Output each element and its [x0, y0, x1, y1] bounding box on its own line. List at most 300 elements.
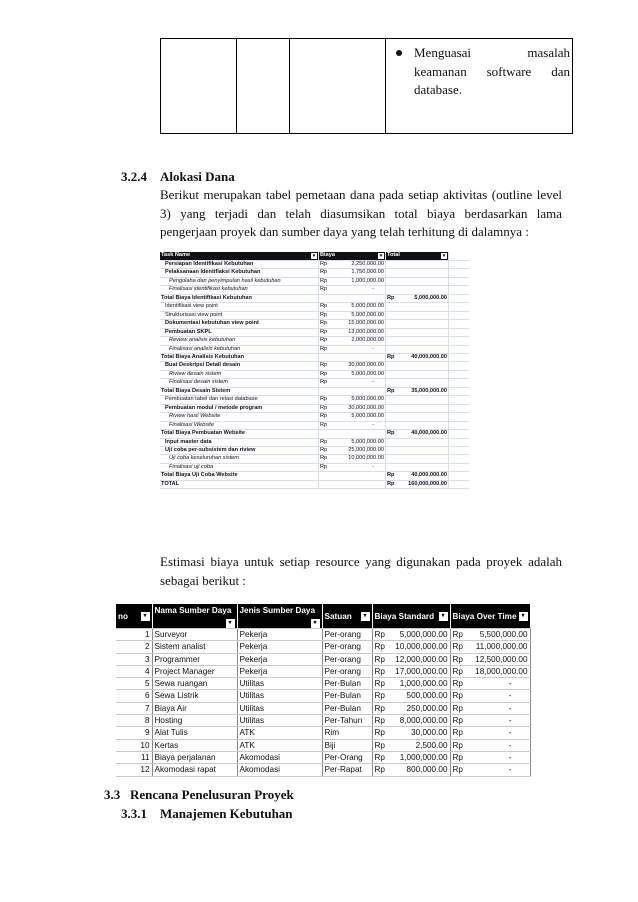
biaya-value: -	[372, 421, 374, 428]
cost-value: 250,000.00	[406, 703, 448, 713]
task-name-cell	[160, 303, 319, 311]
biaya-value: 1,750,000.00	[351, 269, 384, 276]
task-name: Finalisasi identifikasi kebutuhan	[169, 286, 248, 293]
row-number-cell: 6	[116, 690, 152, 702]
cost-value: -	[508, 765, 512, 775]
table-row	[160, 446, 469, 454]
task-name-cell	[160, 455, 319, 463]
currency-label: Rp	[320, 337, 328, 344]
table-row	[160, 261, 469, 269]
top-table-cell	[290, 39, 386, 133]
task-name-cell	[160, 413, 319, 421]
currency-label: Rp	[320, 413, 328, 420]
filter-dropdown-icon[interactable]: ▾	[519, 612, 528, 621]
empty-cell	[449, 286, 470, 294]
total-cell	[386, 286, 449, 294]
currency-label: Rp	[374, 679, 385, 689]
bullet-text: Menguasai masalah keamanan software dan database.	[414, 45, 570, 97]
empty-cell	[449, 404, 470, 412]
task-name: Total Biaya Pembuatan Website	[161, 430, 246, 437]
empty-cell	[449, 311, 470, 319]
currency-label: Rp	[320, 396, 328, 403]
table-row	[116, 629, 530, 641]
table-row	[160, 353, 469, 361]
currency-label: Rp	[387, 472, 395, 479]
sheet2-header-cell	[372, 604, 450, 629]
currency-label: Rp	[320, 362, 328, 369]
total-value: 5,000,000.00	[414, 294, 447, 301]
task-name-cell	[160, 294, 319, 302]
table-row	[116, 653, 530, 665]
unit-cell: Per-orang	[322, 665, 372, 677]
overtime-cost-cell	[450, 629, 530, 641]
table-row	[116, 727, 530, 739]
section-title: Manajemen Kebutuhan	[160, 806, 293, 821]
currency-label: Rp	[374, 703, 385, 713]
section-number: 3.3.1	[121, 806, 147, 821]
empty-cell	[449, 396, 470, 404]
table-row	[160, 472, 469, 480]
resource-name-cell: Sewa ruangan	[152, 678, 237, 690]
cost-value: 5,000,000.00	[399, 630, 448, 639]
currency-label: Rp	[452, 691, 463, 701]
table-row	[116, 715, 530, 727]
empty-cell	[449, 294, 470, 302]
task-name-cell	[160, 286, 319, 294]
currency-label: Rp	[320, 345, 328, 352]
standard-cost-cell	[372, 702, 450, 714]
currency-label: Rp	[452, 716, 463, 726]
task-name: Identifikasi view point	[165, 303, 218, 310]
total-cell	[386, 379, 449, 387]
filter-dropdown-icon[interactable]: ▾	[312, 253, 316, 260]
currency-label: Rp	[320, 379, 328, 386]
standard-cost-cell	[372, 739, 450, 751]
currency-label: Rp	[320, 269, 328, 276]
resource-type-cell: Pekerja	[237, 653, 322, 665]
total-cell	[386, 303, 449, 311]
total-cell	[386, 277, 449, 285]
overtime-cost-cell	[450, 727, 530, 739]
biaya-cell	[319, 311, 386, 319]
standard-cost-cell	[372, 629, 450, 641]
biaya-cell	[319, 294, 386, 302]
task-name: TOTAL	[161, 480, 180, 487]
top-table-cell	[161, 39, 237, 133]
header-label: no	[118, 611, 129, 621]
currency-label: Rp	[374, 642, 385, 652]
biaya-cell	[319, 286, 386, 294]
currency-label: Rp	[452, 666, 463, 676]
resource-type-cell: Pekerja	[237, 629, 322, 641]
table-row	[160, 455, 469, 463]
empty-cell	[449, 353, 470, 361]
sheet1-header-cell	[319, 252, 386, 261]
task-name-cell	[160, 353, 319, 361]
total-cell	[386, 370, 449, 378]
task-name-cell	[160, 337, 319, 345]
cost-value: -	[508, 691, 512, 701]
biaya-cell	[319, 379, 386, 387]
resource-type-cell: Pekerja	[237, 641, 322, 653]
standard-cost-cell	[372, 727, 450, 739]
task-name: Finalisasi analisis kebutuhan	[169, 345, 241, 352]
unit-cell: Per-Bulan	[322, 678, 372, 690]
biaya-cell	[319, 413, 386, 421]
task-name: Pembuatan tabel dan relasi database	[165, 396, 258, 403]
total-value: 35,000,000.00	[411, 387, 447, 394]
total-cell	[386, 446, 449, 454]
total-cell	[386, 311, 449, 319]
sheet2-header-cell	[152, 604, 237, 629]
cost-value: -	[508, 679, 512, 689]
header-label: Satuan	[324, 611, 352, 621]
empty-cell	[449, 446, 470, 454]
biaya-value: -	[372, 463, 374, 470]
empty-cell	[449, 320, 470, 328]
task-name: Total Biaya Analisis Kebutuhan	[161, 353, 244, 360]
cost-value: -	[508, 752, 512, 762]
overtime-cost-cell	[450, 764, 530, 776]
unit-cell: Per-orang	[322, 641, 372, 653]
intro-paragraph: Berikut merupakan tabel pemetaan dana pada setiap aktivitas (outline level 3) yang terjadi dan telah diasumsikan total biaya berdasarkan lama pengerjaan proyek dan sumber daya yang telah terhitung di dalamnya :	[160, 187, 562, 239]
empty-cell	[449, 472, 470, 480]
biaya-value: 2,000,000.00	[351, 337, 384, 344]
resource-name-cell: Akomodasi rapat	[152, 764, 237, 776]
bullet-icon	[396, 50, 402, 56]
filter-dropdown-icon[interactable]: ▾	[379, 253, 383, 260]
unit-cell: Per-Orang	[322, 751, 372, 763]
task-name-cell	[160, 421, 319, 429]
biaya-value: 5,000,000.00	[351, 396, 384, 403]
table-row	[116, 751, 530, 763]
row-number-cell: 3	[116, 653, 152, 665]
biaya-cell	[319, 328, 386, 336]
currency-label: Rp	[452, 765, 463, 775]
resource-cost-sheet	[116, 604, 530, 775]
cost-value: -	[508, 728, 512, 738]
task-name-cell	[160, 438, 319, 446]
sheet1-header-row	[160, 252, 469, 261]
table-row	[160, 269, 469, 277]
cost-value: 8,000,000.00	[399, 716, 448, 726]
biaya-cell	[319, 404, 386, 412]
total-cell	[386, 472, 449, 480]
unit-cell: Biji	[322, 739, 372, 751]
task-name-cell	[160, 345, 319, 353]
currency-label: Rp	[374, 630, 385, 639]
biaya-cell	[319, 480, 386, 488]
currency-label: Rp	[374, 666, 385, 676]
empty-cell	[449, 345, 470, 353]
table-row	[116, 764, 530, 776]
section-title: Rencana Penelusuran Proyek	[130, 787, 294, 802]
table-row	[160, 421, 469, 429]
table-row	[116, 665, 530, 677]
currency-label: Rp	[374, 654, 385, 664]
currency-label: Rp	[452, 654, 463, 664]
task-name: Strukturisasi view point	[165, 311, 223, 318]
resource-type-cell: Akomodasi	[237, 751, 322, 763]
filter-dropdown-icon[interactable]: ▾	[361, 612, 370, 621]
currency-label: Rp	[452, 740, 463, 750]
total-cell	[386, 337, 449, 345]
header-label: Biaya Standard	[374, 611, 435, 621]
biaya-cell	[319, 303, 386, 311]
table-row	[160, 286, 469, 294]
overtime-cost-cell	[450, 739, 530, 751]
biaya-cell	[319, 261, 386, 269]
table-row	[160, 337, 469, 345]
currency-label: Rp	[387, 430, 395, 437]
total-cell	[386, 261, 449, 269]
table-row	[160, 396, 469, 404]
biaya-value: 15,000,000.00	[348, 320, 384, 327]
cost-value: 1,000,000.00	[399, 679, 448, 689]
empty-cell	[449, 413, 470, 421]
empty-cell	[449, 370, 470, 378]
currency-label: Rp	[452, 630, 463, 639]
total-cell	[386, 396, 449, 404]
sheet2-header-cell	[237, 604, 322, 629]
total-cell	[386, 480, 449, 488]
currency-label: Rp	[320, 446, 328, 453]
empty-cell	[449, 362, 470, 370]
header-label: Biaya Over Time	[452, 611, 517, 621]
currency-label: Rp	[374, 691, 385, 701]
resource-name-cell: Programmer	[152, 653, 237, 665]
table-row	[160, 404, 469, 412]
biaya-value: 30,000,000.00	[348, 404, 384, 411]
empty-cell	[449, 430, 470, 438]
total-cell	[386, 421, 449, 429]
table-row	[160, 294, 469, 302]
currency-label: Rp	[320, 286, 328, 293]
empty-cell	[449, 421, 470, 429]
currency-label: Rp	[374, 765, 385, 775]
currency-label: Rp	[320, 463, 328, 470]
total-cell	[386, 320, 449, 328]
biaya-value: 2,250,000.00	[351, 261, 384, 267]
currency-label: Rp	[452, 703, 463, 713]
currency-label: Rp	[374, 728, 385, 738]
resource-name-cell: Alat Tulis	[152, 727, 237, 739]
row-number-cell: 9	[116, 727, 152, 739]
cost-value: -	[508, 703, 512, 713]
total-cell	[386, 438, 449, 446]
currency-label: Rp	[320, 261, 328, 267]
sheet1-header-cell	[160, 252, 319, 261]
biaya-cell	[319, 269, 386, 277]
biaya-cell	[319, 277, 386, 285]
table-row	[116, 678, 530, 690]
header-label: Jenis Sumber Daya	[239, 606, 316, 615]
task-name: Review analisis kebutuhan	[169, 337, 236, 344]
biaya-cell	[319, 446, 386, 454]
task-name: Dokumentasi kebutuhan view point	[165, 320, 259, 327]
biaya-value: 25,000,000.00	[348, 446, 384, 453]
resource-name-cell: Sistem analist	[152, 641, 237, 653]
sheet2-header-cell	[116, 604, 152, 629]
standard-cost-cell	[372, 653, 450, 665]
table-row	[116, 702, 530, 714]
filter-dropdown-icon[interactable]: ▾	[439, 612, 448, 621]
biaya-cell	[319, 463, 386, 471]
total-cell	[386, 328, 449, 336]
total-cell	[386, 345, 449, 353]
resource-type-cell: Utilitas	[237, 702, 322, 714]
biaya-value: -	[372, 379, 374, 386]
total-cell	[386, 463, 449, 471]
currency-label: Rp	[320, 455, 328, 462]
empty-cell	[449, 277, 470, 285]
resource-type-cell: ATK	[237, 739, 322, 751]
total-value: 40,000,000.00	[411, 472, 447, 479]
row-number-cell: 4	[116, 665, 152, 677]
sheet2-header-cell	[322, 604, 372, 629]
empty-cell	[449, 463, 470, 471]
biaya-value: 30,000,000.00	[348, 362, 384, 369]
task-name: Uji coba keseluruhan sistem	[169, 455, 239, 462]
table-row	[160, 430, 469, 438]
task-name: Finalisasi Website	[169, 421, 214, 428]
task-name-cell	[160, 311, 319, 319]
filter-dropdown-icon[interactable]: ▾	[226, 619, 235, 628]
overtime-cost-cell	[450, 641, 530, 653]
cost-value: 800,000.00	[406, 765, 448, 775]
header-label: Task Name	[161, 252, 191, 259]
resource-name-cell: Project Manager	[152, 665, 237, 677]
task-name-cell	[160, 269, 319, 277]
empty-cell	[449, 337, 470, 345]
table-row	[160, 328, 469, 336]
top-table-cell	[237, 39, 291, 133]
biaya-cell	[319, 421, 386, 429]
resource-type-cell: Utilitas	[237, 690, 322, 702]
currency-label: Rp	[387, 387, 395, 394]
overtime-cost-cell	[450, 653, 530, 665]
biaya-value: 5,000,000.00	[351, 413, 384, 420]
unit-cell: Rim	[322, 727, 372, 739]
header-label: Total	[387, 252, 400, 259]
cost-value: 5,500,000.00	[479, 630, 528, 639]
total-value: 40,000,000.00	[411, 353, 447, 360]
currency-label: Rp	[452, 752, 463, 762]
biaya-cell	[319, 345, 386, 353]
task-name: Total Biaya Desain Sistem	[161, 387, 231, 394]
overtime-cost-cell	[450, 690, 530, 702]
cost-value: 11,000,000.00	[475, 642, 528, 652]
task-name-cell	[160, 446, 319, 454]
task-name: Finalisasi desain sistem	[169, 379, 229, 386]
resource-type-cell: Utilitas	[237, 715, 322, 727]
task-cost-sheet	[160, 252, 458, 512]
biaya-cell	[319, 472, 386, 480]
resource-name-cell: Kertas	[152, 739, 237, 751]
currency-label: Rp	[320, 328, 328, 335]
row-number-cell: 7	[116, 702, 152, 714]
standard-cost-cell	[372, 678, 450, 690]
total-value: 160,000,000.00	[408, 480, 447, 487]
biaya-cell	[319, 353, 386, 361]
currency-label: Rp	[320, 370, 328, 377]
sheet1-empty-cell	[449, 252, 470, 261]
section-number: 3.2.4	[121, 169, 147, 184]
resource-name-cell: Biaya perjalanan	[152, 751, 237, 763]
task-name-cell	[160, 387, 319, 395]
cost-value: 1,000,000.00	[399, 752, 448, 762]
cost-value: 18,000,000.00	[475, 666, 528, 676]
empty-cell	[449, 438, 470, 446]
task-name-cell	[160, 480, 319, 488]
task-name: Uji coba per-subsistem dan riview	[165, 446, 256, 453]
section-title: Alokasi Dana	[160, 169, 235, 184]
cost-value: -	[508, 716, 512, 726]
currency-label: Rp	[452, 642, 463, 652]
unit-cell: Per-Bulan	[322, 690, 372, 702]
empty-cell	[449, 269, 470, 277]
resource-type-cell: Utilitas	[237, 678, 322, 690]
filter-dropdown-icon[interactable]: ▾	[141, 612, 150, 621]
filter-dropdown-icon[interactable]: ▾	[442, 253, 446, 260]
row-number-cell: 8	[116, 715, 152, 727]
task-name: Buat Deskripsi Detail desain	[165, 362, 241, 369]
empty-cell	[449, 480, 470, 488]
cost-value: 12,000,000.00	[395, 654, 448, 664]
standard-cost-cell	[372, 751, 450, 763]
biaya-value: 5,000,000.00	[351, 303, 384, 310]
resource-name-cell: Hosting	[152, 715, 237, 727]
sheet2-header-cell	[450, 604, 530, 629]
biaya-value: 5,000,000.00	[351, 311, 384, 318]
task-name-cell	[160, 396, 319, 404]
overtime-cost-cell	[450, 665, 530, 677]
standard-cost-cell	[372, 715, 450, 727]
currency-label: Rp	[452, 728, 463, 738]
overtime-cost-cell	[450, 751, 530, 763]
table-row	[116, 641, 530, 653]
header-label: Biaya	[320, 252, 335, 259]
task-name: Input master data	[165, 438, 212, 445]
task-name: Total Biaya Identifikasi Kebutuhan	[161, 294, 252, 301]
row-number-cell: 1	[116, 629, 152, 641]
biaya-value: 13,000,000.00	[348, 328, 384, 335]
task-name: Total Biaya Uji Coba Website	[161, 472, 238, 479]
currency-label: Rp	[387, 480, 395, 487]
total-value: 40,000,000.00	[411, 430, 447, 437]
task-name-cell	[160, 320, 319, 328]
task-name-cell	[160, 362, 319, 370]
biaya-value: 5,000,000.00	[351, 370, 384, 377]
table-row	[160, 370, 469, 378]
cost-value: 30,000.00	[411, 728, 448, 738]
table-row	[160, 277, 469, 285]
task-name-cell	[160, 430, 319, 438]
cost-value: 12,500,000.00	[475, 654, 528, 664]
biaya-cell	[319, 337, 386, 345]
table-row	[160, 413, 469, 421]
resource-name-cell: Biaya Air	[152, 702, 237, 714]
resource-type-cell: Pekerja	[237, 665, 322, 677]
task-name: Finalisasi uji coba	[169, 463, 214, 470]
currency-label: Rp	[320, 320, 328, 327]
task-name: Pelaksanaan Identifiaksi Kebutuhan	[165, 269, 261, 276]
currency-label: Rp	[320, 277, 328, 284]
currency-label: Rp	[320, 311, 328, 318]
filter-dropdown-icon[interactable]: ▾	[311, 619, 320, 628]
unit-cell: Per-Rapat	[322, 764, 372, 776]
table-row	[160, 438, 469, 446]
